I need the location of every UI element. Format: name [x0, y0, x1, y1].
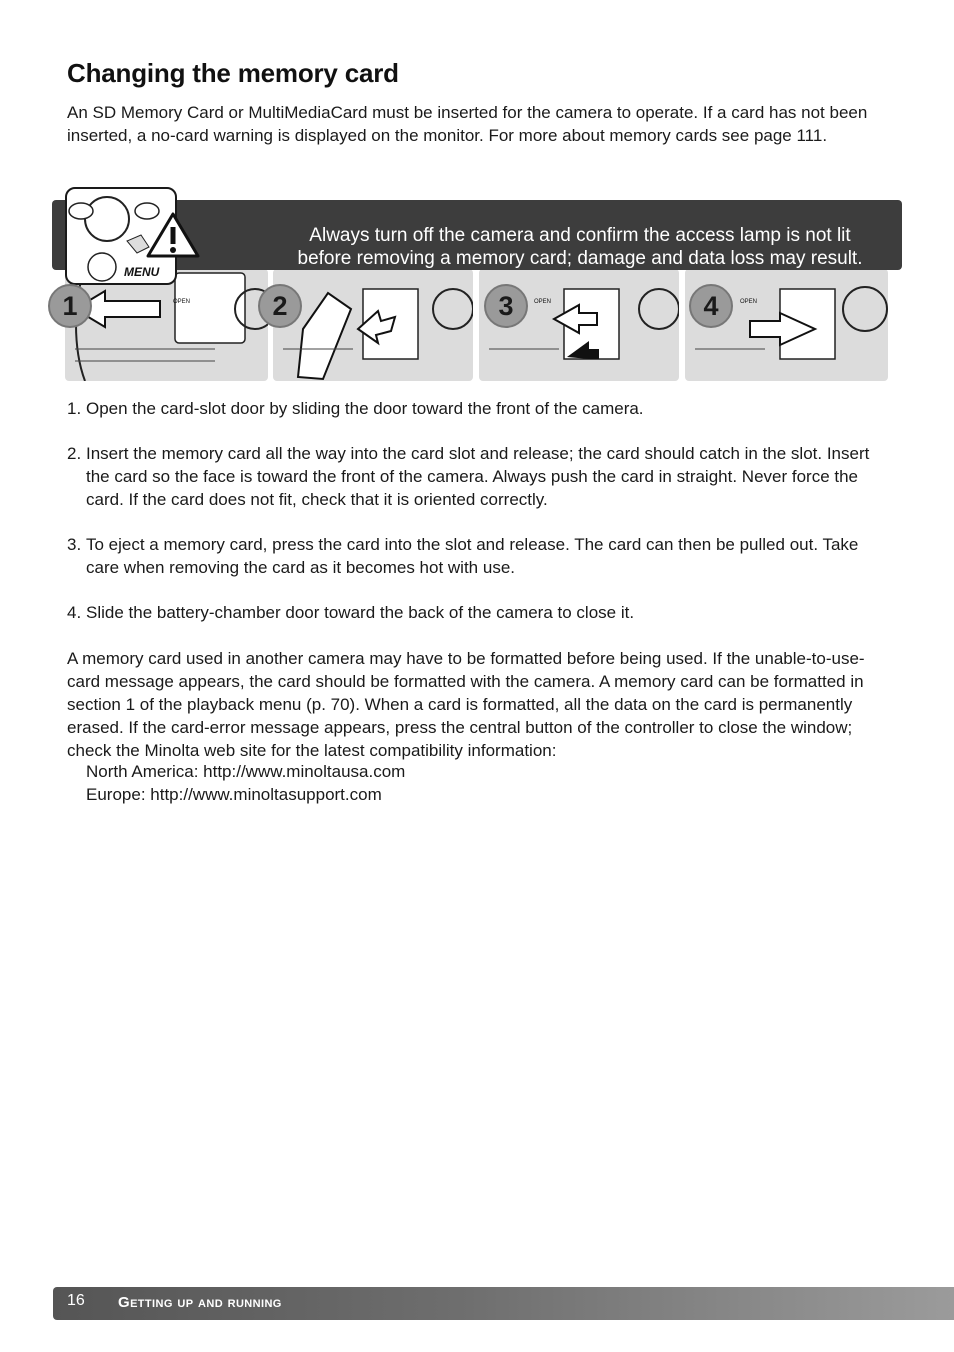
step-index: 2. [67, 444, 82, 463]
open-label: OPEN [740, 299, 758, 305]
card-figure [40, 185, 910, 395]
page-number: 16 [67, 1292, 85, 1309]
section-title: Getting up and running [118, 1294, 282, 1311]
step-text: To eject a memory card, press the card into the slot and release. The card can then be pulled out. Take care when removing the card as it becomes hot with use. [86, 535, 859, 577]
open-label: OPEN [534, 299, 552, 305]
step-text: Insert the memory card all the way into the card slot and release; the card should catch in the slot. Insert the card so the face is toward the front of the camera. Always push the card in straight. Never force the card. If the card does not fit, check that it is oriented correctly. [86, 444, 870, 509]
step-number-3: 3 [484, 284, 528, 328]
warning-triangle-icon [145, 211, 201, 259]
warning-line-2: before removing a memory card; damage and data loss may result. [297, 248, 863, 269]
page-footer [53, 1287, 954, 1320]
list-item [67, 601, 889, 624]
step-text: Slide the battery-chamber door toward the back of the camera to close it. [86, 603, 635, 622]
warning-line-1: Always turn off the camera and confirm the access lamp is not lit [309, 225, 851, 246]
step-2-illustration [273, 269, 473, 381]
list-item [67, 533, 889, 579]
warning-text [240, 224, 920, 270]
step-number-2: 2 [258, 284, 302, 328]
step-index: 3. [67, 535, 82, 554]
menu-label: MENU [124, 265, 160, 279]
step-text: Open the card-slot door by sliding the door toward the front of the camera. [86, 399, 644, 418]
step-number-4: 4 [689, 284, 733, 328]
url-north-america: North America: http://www.minoltausa.com [86, 762, 406, 781]
controller-menu-illustration [65, 187, 177, 285]
step-index: 1. [67, 399, 82, 418]
formatting-note: A memory card used in another camera may have to be formatted before being used. If the unable-to-use-card message appears, the card should be formatted with the camera. A memory card can be formatted in section 1 of the playback menu (p. 70). When a card is formatted, all the data on the card is permanently erased. If the card-error message appears, press the central button of the controller to close the window; check the Minolta web site for the latest compatibility information: [67, 649, 865, 760]
list-item [67, 397, 889, 420]
url-europe: Europe: http://www.minoltasupport.com [86, 785, 382, 804]
open-label: OPEN [173, 299, 191, 305]
page-title: Changing the memory card [67, 58, 399, 88]
step-number-1: 1 [48, 284, 92, 328]
instruction-list [67, 397, 889, 646]
list-item [67, 442, 889, 511]
step-index: 4. [67, 603, 82, 622]
intro-paragraph: An SD Memory Card or MultiMediaCard must be inserted for the camera to operate. If a card has not been inserted, a no-card warning is displayed on the monitor. For more about memory cards see page 111. [67, 103, 868, 145]
